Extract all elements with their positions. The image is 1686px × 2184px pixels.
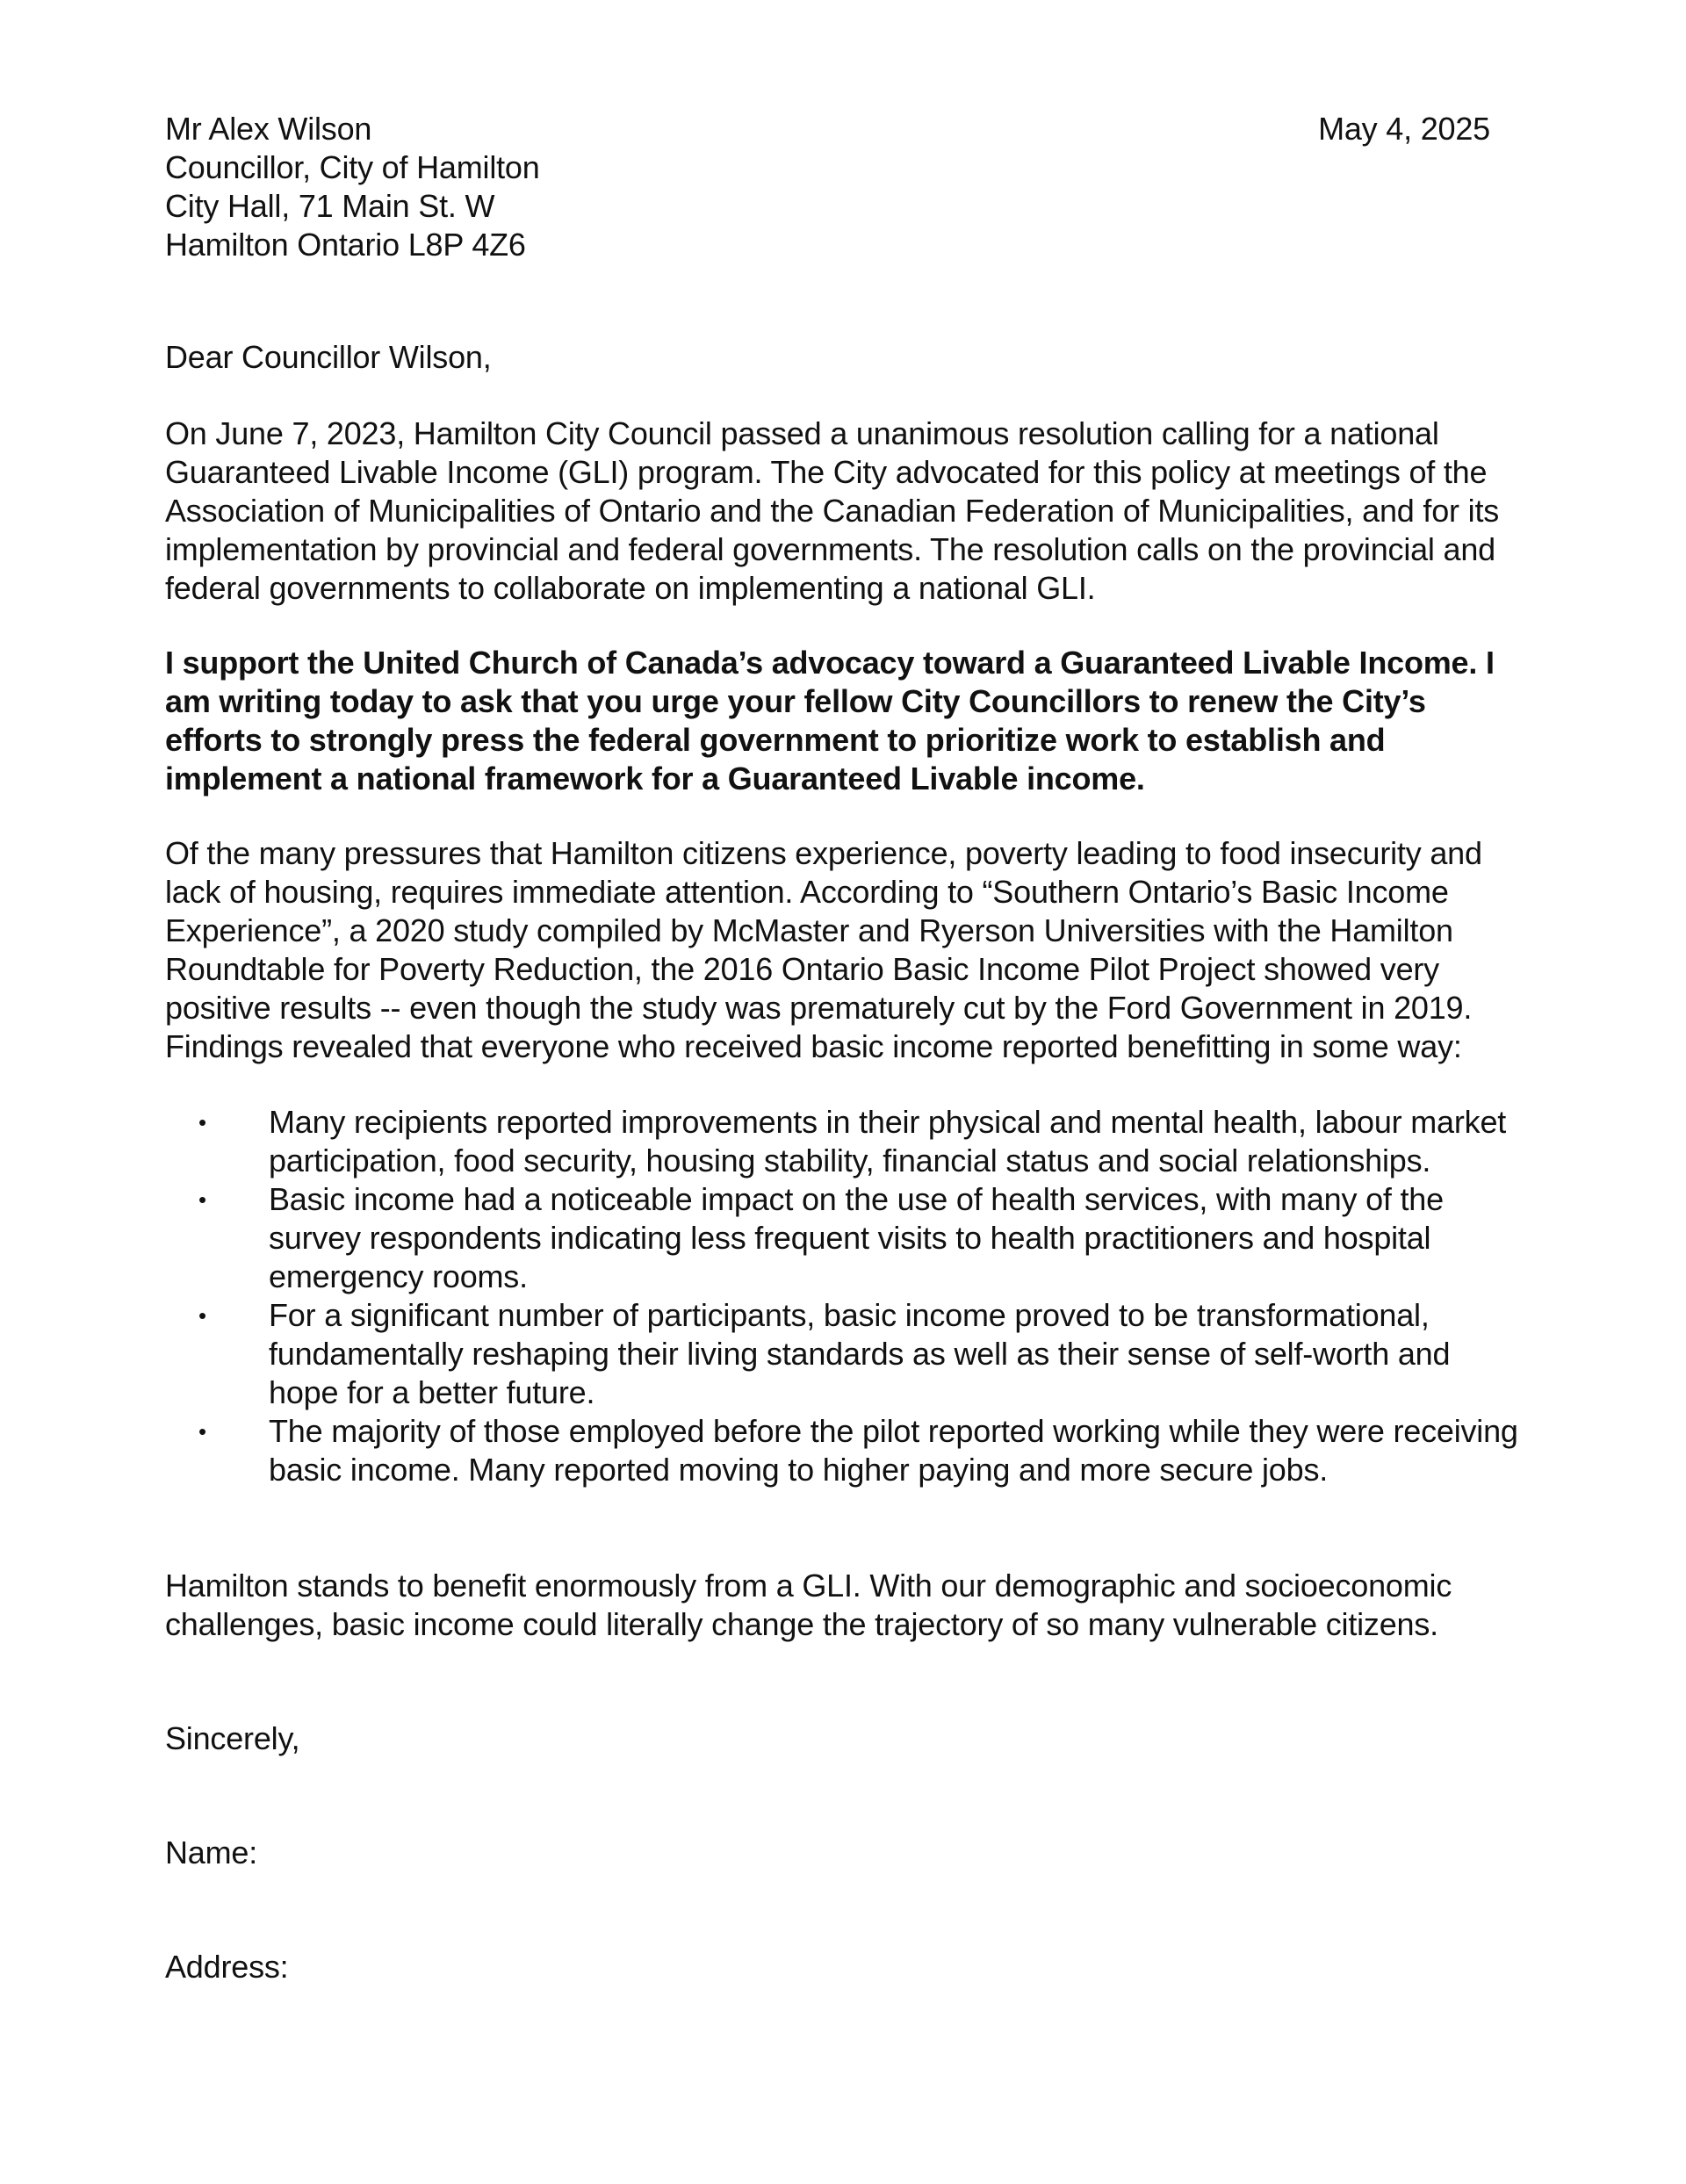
closing: Sincerely, (165, 1720, 300, 1756)
list-item (165, 1296, 1526, 1412)
letter-date: May 4, 2025 (1318, 111, 1490, 147)
list-item-text: Many recipients reported improvements in their physical and mental health, labour market participation, food security, housing stability, financial status and social relationships. (269, 1104, 1507, 1178)
recipient-name: Mr Alex Wilson (165, 111, 372, 147)
list-item-text: For a significant number of participants, basic income proved to be transformational, fundamentally reshaping their living standards as well as their sense of self-worth and hope for a better future. (269, 1297, 1451, 1410)
address-label: Address: (165, 1949, 289, 1985)
recipient-street: City Hall, 71 Main St. W (165, 188, 495, 224)
name-label: Name: (165, 1834, 258, 1870)
paragraph-study: Of the many pressures that Hamilton citizens experience, poverty leading to food insecurity and lack of housing, requires immediate attention. According to “Southern Ontario’s Basic Income Experience”, a 2020 study compiled by McMaster and Ryerson Universities with the Hamilton Roundtable for Poverty Reduction, the 2016 Ontario Basic Income Pilot Project showed very positive results -- even though the study was prematurely cut by the Ford Government in 2019. Findings revealed that everyone who received basic income reported benefitting in some way: (165, 835, 1482, 1064)
list-item (165, 1412, 1526, 1489)
bullet-icon: • (198, 1186, 206, 1213)
list-item-text: The majority of those employed before the pilot reported working while they were receiving basic income. Many reported moving to higher paying and more secure jobs. (269, 1413, 1518, 1488)
list-item (165, 1103, 1526, 1180)
bullet-icon: • (198, 1418, 206, 1445)
paragraph-conclusion: Hamilton stands to benefit enormously from a GLI. With our demographic and socioeconomic challenges, basic income could literally change the trajectory of so many vulnerable citizens. (165, 1568, 1452, 1642)
recipient-title: Councillor, City of Hamilton (165, 149, 540, 185)
greeting: Dear Councillor Wilson, (165, 339, 492, 375)
paragraph-request: I support the United Church of Canada’s advocacy toward a Guaranteed Livable Income. I am writing today to ask that you urge your fellow City Councillors to renew the City’s efforts to strongly press the federal government to prioritize work to establish and implement a national framework for a Guaranteed Livable income. (165, 645, 1495, 796)
recipient-city: Hamilton Ontario L8P 4Z6 (165, 227, 526, 263)
bullet-icon: • (198, 1302, 206, 1329)
list-item (165, 1180, 1526, 1296)
findings-list (165, 1103, 1526, 1489)
recipient-address-block (165, 110, 955, 264)
paragraph-resolution: On June 7, 2023, Hamilton City Council passed a unanimous resolution calling for a national Guaranteed Livable Income (GLI) program. The City advocated for this policy at meetings of the Association of Municipalities of Ontario and the Canadian Federation of Municipalities, and for its implementation by provincial and federal governments. The resolution calls on the provincial and federal governments to collaborate on implementing a national GLI. (165, 415, 1500, 606)
bullet-icon: • (198, 1109, 206, 1135)
list-item-text: Basic income had a noticeable impact on the use of health services, with many of the survey respondents indicating less frequent visits to health practitioners and hospital emergency rooms. (269, 1181, 1444, 1294)
